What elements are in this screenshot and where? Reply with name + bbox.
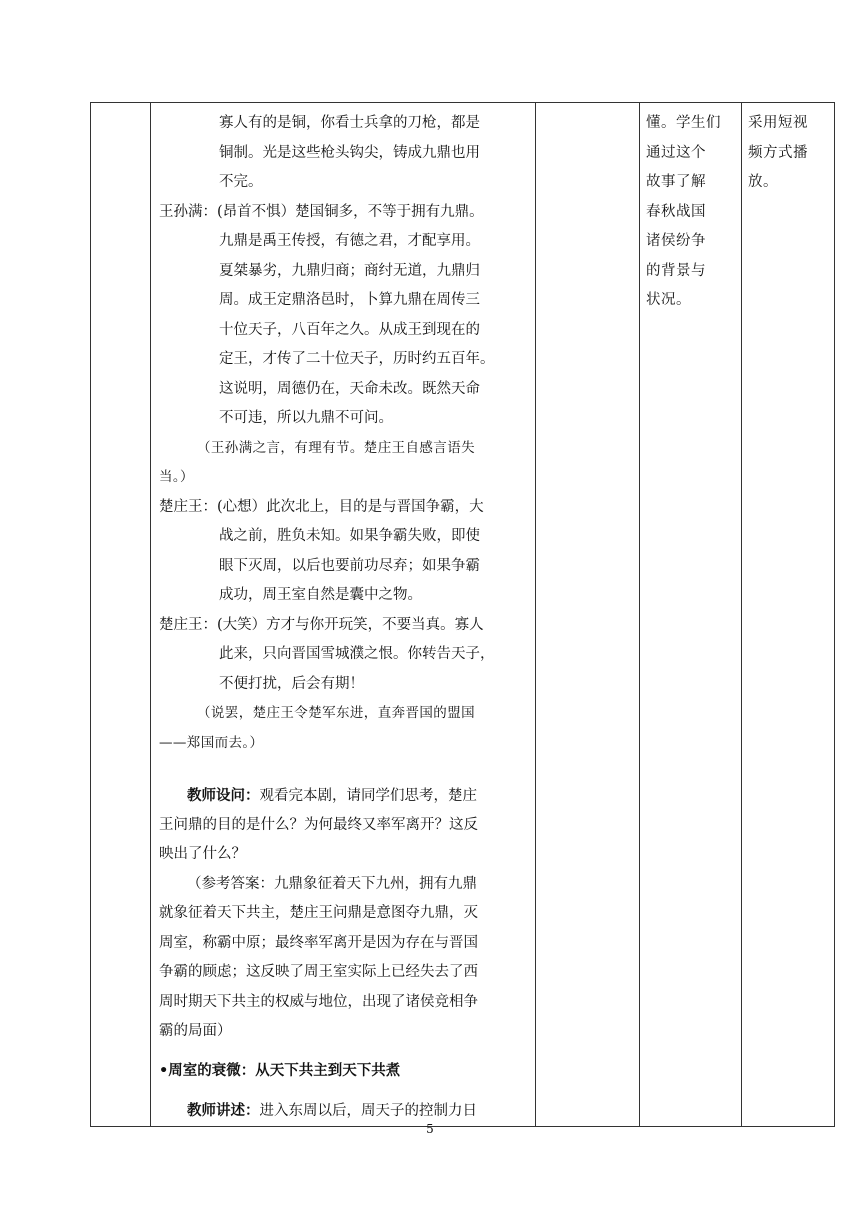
speaker-line: 楚庄王：(大笑）方才与你开玩笑，不要当真。寡人 — [159, 616, 484, 633]
speech-line: 九鼎是禹王传授，有德之君，才配享用。 — [219, 233, 480, 249]
speech-line: 眼下灭周，以后也要前功尽弃；如果争霸 — [219, 557, 480, 574]
section-column-cell — [91, 103, 151, 1127]
design-intent-line: 的背景与 — [646, 262, 706, 279]
stage-direction: ——郑国而去。） — [159, 734, 264, 751]
teacher-question — [159, 781, 527, 811]
speech-line: 寡人有的是铜，你看士兵拿的刀枪，都是 — [219, 115, 480, 131]
teaching-content-cell — [151, 103, 536, 1127]
page-number: 5 — [426, 1122, 434, 1136]
media-method-line: 频方式播 — [748, 144, 808, 161]
stage-direction: （王孙满之言，有理有节。楚庄王自感言语失 — [197, 439, 475, 456]
speech-line: 不完。 — [219, 174, 263, 190]
speech-line: 十位天子，八百年之久。从成王到现在的 — [219, 321, 480, 338]
speech-line: 此来，只向晋国雪城濮之恨。你转告天子， — [219, 646, 495, 662]
question-text: 观看完本剧，请同学们思考，楚庄 — [259, 788, 477, 804]
design-intent-line: 诸侯纷争 — [646, 233, 706, 249]
narration-label: 教师讲述： — [187, 1102, 260, 1119]
speech-line: 这说明，周德仍在，天命未改。既然天命 — [219, 380, 480, 397]
design-intent-line: 状况。 — [646, 292, 691, 308]
speech-line: 不可违，所以九鼎不可问。 — [219, 410, 393, 426]
narration-text: 进入东周以后，周天子的控制力日 — [259, 1103, 477, 1119]
reference-answer: 就象征着天下共主，楚庄王问鼎是意图夺九鼎，灭 — [159, 905, 478, 921]
media-method-line: 采用短视 — [748, 115, 808, 131]
speech-line: 周。成王定鼎洛邑时，卜算九鼎在周传三 — [219, 292, 480, 308]
reference-answer: 周时期天下共主的权威与地位，出现了诸侯竞相争 — [159, 993, 478, 1010]
lesson-plan-table — [90, 102, 835, 1127]
speaker-line: 王孙满：(昂首不惧）楚国铜多，不等于拥有九鼎。 — [159, 203, 484, 220]
design-intent-line: 春秋战国 — [646, 203, 706, 220]
design-intent-line: 故事了解 — [646, 174, 706, 190]
section-heading: •周室的衰微：从天下共主到天下共煮 — [159, 1062, 401, 1079]
speech-line: 不便打扰，后会有期！ — [219, 675, 364, 692]
media-method-line: 放。 — [748, 174, 778, 190]
student-activity-cell — [536, 103, 640, 1127]
spacer — [159, 1047, 527, 1057]
speech-line: 战之前，胜负未知。如果争霸失败，即使 — [219, 528, 480, 544]
reference-answer: 霸的局面） — [159, 1023, 232, 1039]
spacer — [159, 1086, 527, 1096]
speech-line: 成功，周王室自然是囊中之物。 — [219, 587, 422, 603]
question-label: 教师设问： — [187, 787, 260, 804]
speech-line: 夏桀暴劣，九鼎归商；商纣无道，九鼎归 — [219, 262, 480, 279]
spacer — [159, 758, 527, 781]
table-row — [91, 103, 835, 1127]
design-intent-cell — [640, 103, 742, 1127]
stage-direction: 当。） — [159, 469, 194, 485]
speech-line: 铜制。光是这些枪头钩尖，铸成九鼎也用 — [219, 144, 480, 161]
reference-answer: 周室，称霸中原；最终率军离开是因为存在与晋国 — [159, 934, 478, 951]
speaker-line: 楚庄王：(心想）此次北上，目的是与晋国争霸，大 — [159, 498, 484, 515]
stage-direction: （说罢，楚庄王令楚军东进，直奔晋国的盟国 — [197, 705, 475, 721]
design-intent-line: 通过这个 — [646, 144, 706, 161]
reference-answer: 争霸的顾虑；这反映了周王室实际上已经失去了西 — [159, 964, 478, 980]
media-method-cell — [742, 103, 835, 1127]
question-text: 映出了什么？ — [159, 846, 246, 862]
question-text: 王问鼎的目的是什么？为何最终又率军离开？这反 — [159, 816, 478, 833]
design-intent-line: 懂。学生们 — [646, 115, 721, 131]
speech-line: 定王，才传了二十位天子，历时约五百年。 — [219, 351, 495, 367]
reference-answer: （参考答案：九鼎象征着天下九州，拥有九鼎 — [187, 875, 477, 892]
